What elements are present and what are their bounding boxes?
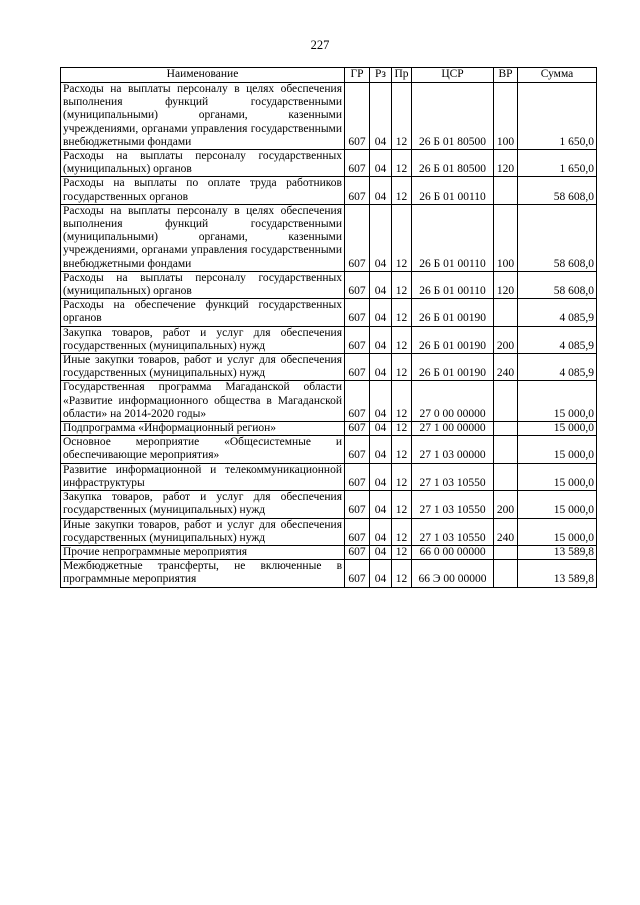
- cell-vr: 120: [494, 150, 518, 177]
- cell-name: Расходы на выплаты персоналу государственных (муниципальных) органов: [61, 271, 345, 298]
- cell-name: Расходы на выплаты по оплате труда работников государственных органов: [61, 177, 345, 204]
- cell-rz: 04: [370, 422, 392, 436]
- table-row: [61, 560, 597, 587]
- cell-sum: 4 085,9: [518, 354, 597, 381]
- cell-vr: [494, 177, 518, 204]
- cell-gr: 607: [345, 177, 370, 204]
- cell-name: Иные закупки товаров, работ и услуг для обеспечения государственных (муниципальных) нужд: [61, 518, 345, 545]
- cell-sum: 58 608,0: [518, 271, 597, 298]
- cell-gr: 607: [345, 422, 370, 436]
- cell-gr: 607: [345, 491, 370, 518]
- cell-rz: 04: [370, 381, 392, 422]
- cell-rz: 04: [370, 177, 392, 204]
- table-row: [61, 83, 597, 150]
- cell-gr: 607: [345, 518, 370, 545]
- cell-vr: 200: [494, 326, 518, 353]
- cell-gr: 607: [345, 150, 370, 177]
- cell-pr: 12: [392, 299, 412, 326]
- cell-pr: 12: [392, 545, 412, 559]
- cell-pr: 12: [392, 354, 412, 381]
- table-row: [61, 381, 597, 422]
- cell-vr: [494, 560, 518, 587]
- table-row: [61, 518, 597, 545]
- cell-name: Прочие непрограммные мероприятия: [61, 545, 345, 559]
- header-vr: ВР: [494, 68, 518, 83]
- cell-sum: 15 000,0: [518, 381, 597, 422]
- cell-csr: 26 Б 01 00110: [412, 204, 494, 271]
- cell-csr: 66 Э 00 00000: [412, 560, 494, 587]
- header-csr: ЦСР: [412, 68, 494, 83]
- cell-rz: 04: [370, 83, 392, 150]
- cell-sum: 58 608,0: [518, 204, 597, 271]
- cell-csr: 26 Б 01 80500: [412, 83, 494, 150]
- cell-vr: 240: [494, 518, 518, 545]
- cell-rz: 04: [370, 560, 392, 587]
- cell-sum: 4 085,9: [518, 299, 597, 326]
- cell-pr: 12: [392, 204, 412, 271]
- cell-sum: 15 000,0: [518, 491, 597, 518]
- cell-csr: 27 0 00 00000: [412, 381, 494, 422]
- cell-gr: 607: [345, 545, 370, 559]
- cell-gr: 607: [345, 299, 370, 326]
- cell-sum: 15 000,0: [518, 422, 597, 436]
- cell-csr: 27 1 03 10550: [412, 463, 494, 490]
- cell-name: Расходы на обеспечение функций государственных органов: [61, 299, 345, 326]
- cell-vr: [494, 463, 518, 490]
- table-header-row: [61, 68, 597, 83]
- cell-csr: 26 Б 01 00190: [412, 299, 494, 326]
- cell-rz: 04: [370, 436, 392, 463]
- cell-pr: 12: [392, 271, 412, 298]
- cell-name: Расходы на выплаты персоналу государственных (муниципальных) органов: [61, 150, 345, 177]
- cell-pr: 12: [392, 381, 412, 422]
- cell-csr: 26 Б 01 00110: [412, 271, 494, 298]
- table-row: [61, 177, 597, 204]
- table-row: [61, 545, 597, 559]
- table-body: [61, 83, 597, 588]
- cell-gr: 607: [345, 326, 370, 353]
- cell-sum: 15 000,0: [518, 518, 597, 545]
- table-row: [61, 422, 597, 436]
- cell-pr: 12: [392, 326, 412, 353]
- cell-gr: 607: [345, 436, 370, 463]
- header-pr: Пр: [392, 68, 412, 83]
- cell-sum: 1 650,0: [518, 150, 597, 177]
- cell-gr: 607: [345, 204, 370, 271]
- cell-csr: 26 Б 01 00190: [412, 354, 494, 381]
- cell-pr: 12: [392, 518, 412, 545]
- cell-name: Развитие информационной и телекоммуникационной инфраструктуры: [61, 463, 345, 490]
- cell-gr: 607: [345, 83, 370, 150]
- cell-csr: 27 1 03 10550: [412, 491, 494, 518]
- cell-pr: 12: [392, 422, 412, 436]
- cell-name: Расходы на выплаты персоналу в целях обеспечения выполнения функций государственными (муниципальными) органами, казенными учреждениями, органами управления государственными внебюджетными фондами: [61, 204, 345, 271]
- header-gr: ГР: [345, 68, 370, 83]
- cell-name: Межбюджетные трансферты, не включенные в программные мероприятия: [61, 560, 345, 587]
- table-row: [61, 299, 597, 326]
- cell-csr: 27 1 03 00000: [412, 436, 494, 463]
- page-number: 227: [310, 38, 330, 52]
- cell-gr: 607: [345, 271, 370, 298]
- cell-rz: 04: [370, 271, 392, 298]
- cell-name: Закупка товаров, работ и услуг для обеспечения государственных (муниципальных) нужд: [61, 491, 345, 518]
- cell-vr: 200: [494, 491, 518, 518]
- cell-rz: 04: [370, 326, 392, 353]
- cell-vr: [494, 422, 518, 436]
- table-row: [61, 354, 597, 381]
- cell-vr: 100: [494, 83, 518, 150]
- cell-rz: 04: [370, 545, 392, 559]
- budget-table: [60, 67, 597, 588]
- cell-rz: 04: [370, 204, 392, 271]
- table-row: [61, 271, 597, 298]
- header-sum: Сумма: [518, 68, 597, 83]
- cell-vr: 120: [494, 271, 518, 298]
- cell-pr: 12: [392, 491, 412, 518]
- cell-vr: 240: [494, 354, 518, 381]
- cell-rz: 04: [370, 299, 392, 326]
- cell-vr: [494, 436, 518, 463]
- cell-rz: 04: [370, 491, 392, 518]
- cell-sum: 13 589,8: [518, 560, 597, 587]
- cell-pr: 12: [392, 436, 412, 463]
- header-rz: Рз: [370, 68, 392, 83]
- cell-csr: 26 Б 01 80500: [412, 150, 494, 177]
- cell-pr: 12: [392, 83, 412, 150]
- cell-vr: [494, 299, 518, 326]
- cell-name: Расходы на выплаты персоналу в целях обеспечения выполнения функций государственными (муниципальными) органами, казенными учреждениями, органами управления государственными внебюджетными фондами: [61, 83, 345, 150]
- cell-pr: 12: [392, 150, 412, 177]
- cell-name: Основное мероприятие «Общесистемные и обеспечивающие мероприятия»: [61, 436, 345, 463]
- cell-rz: 04: [370, 463, 392, 490]
- cell-rz: 04: [370, 354, 392, 381]
- cell-name: Иные закупки товаров, работ и услуг для обеспечения государственных (муниципальных) нужд: [61, 354, 345, 381]
- table-row: [61, 326, 597, 353]
- cell-sum: 15 000,0: [518, 463, 597, 490]
- table-row: [61, 436, 597, 463]
- cell-rz: 04: [370, 518, 392, 545]
- cell-sum: 15 000,0: [518, 436, 597, 463]
- cell-rz: 04: [370, 150, 392, 177]
- cell-gr: 607: [345, 560, 370, 587]
- cell-name: Подпрограмма «Информационный регион»: [61, 422, 345, 436]
- cell-name: Закупка товаров, работ и услуг для обеспечения государственных (муниципальных) нужд: [61, 326, 345, 353]
- cell-csr: 27 1 03 10550: [412, 518, 494, 545]
- cell-pr: 12: [392, 177, 412, 204]
- cell-csr: 26 Б 01 00110: [412, 177, 494, 204]
- table-row: [61, 463, 597, 490]
- cell-name: Государственная программа Магаданской области «Развитие информационного общества в Магаданской области» на 2014-2020 годы»: [61, 381, 345, 422]
- cell-vr: [494, 545, 518, 559]
- cell-pr: 12: [392, 463, 412, 490]
- cell-gr: 607: [345, 381, 370, 422]
- cell-csr: 27 1 00 00000: [412, 422, 494, 436]
- cell-csr: 26 Б 01 00190: [412, 326, 494, 353]
- cell-csr: 66 0 00 00000: [412, 545, 494, 559]
- cell-vr: 100: [494, 204, 518, 271]
- cell-gr: 607: [345, 354, 370, 381]
- table-row: [61, 150, 597, 177]
- cell-gr: 607: [345, 463, 370, 490]
- table-row: [61, 491, 597, 518]
- header-name: Наименование: [61, 68, 345, 83]
- cell-pr: 12: [392, 560, 412, 587]
- cell-sum: 58 608,0: [518, 177, 597, 204]
- cell-sum: 13 589,8: [518, 545, 597, 559]
- cell-sum: 4 085,9: [518, 326, 597, 353]
- cell-vr: [494, 381, 518, 422]
- table-row: [61, 204, 597, 271]
- cell-sum: 1 650,0: [518, 83, 597, 150]
